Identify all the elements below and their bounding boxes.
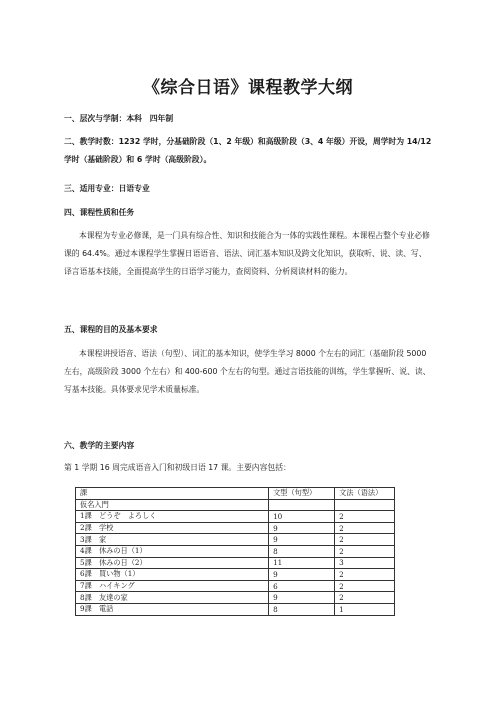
table-header-grammar: 文法（语法） xyxy=(335,488,395,500)
table-row xyxy=(76,511,395,523)
table-row xyxy=(76,522,395,534)
table-row xyxy=(76,569,395,581)
lesson-cell: 6課 買い物（1） xyxy=(76,569,269,581)
lesson-cell: 7課 ハイキング xyxy=(76,580,269,592)
grammar-cell xyxy=(335,499,395,511)
table-row xyxy=(76,534,395,546)
grammar-cell: 2 xyxy=(335,534,395,546)
section-goals-body: 本课程讲授语音、语法（句型）、词汇的基本知识，使学生学习 8000 个左右的词汇（基础阶段 5000 左右，高级阶段 3000 个左右）和 400-600 个左右的句型。通过言语技能的训练，学生掌握听、说、读、写基本技能。具体要求见学术质量标准。 xyxy=(64,349,431,394)
table-header-patterns: 文型（句型） xyxy=(269,488,335,500)
section-major: 三、适用专业：日语专业 xyxy=(64,184,150,193)
table-header-row xyxy=(76,488,395,500)
table-row xyxy=(76,545,395,557)
patterns-cell: 8 xyxy=(269,603,335,615)
section-nature-body: 本课程为专业必修课，是一门具有综合性、知识和技能合为一体的实践性课程。本课程占整个专业必修课的 64.4%。通过本课程学生掌握日语语音、语法、词汇基本知识及跨文化知识，获取听、说、读、写、译言语基本技能，全面提高学生的日语学习能力，查阅资料、分析阅读材料的能力。 xyxy=(64,231,430,276)
lesson-cell: 3課 家 xyxy=(76,534,269,546)
table-row xyxy=(76,580,395,592)
patterns-cell: 8 xyxy=(269,545,335,557)
grammar-cell: 1 xyxy=(335,603,395,615)
patterns-cell: 9 xyxy=(269,569,335,581)
section-level: 一、层次与学制：本科 四年制 xyxy=(64,114,174,123)
grammar-cell: 2 xyxy=(335,580,395,592)
patterns-cell: 6 xyxy=(269,580,335,592)
lesson-cell: 1課 どうぞ よろしく xyxy=(76,511,269,523)
grammar-cell: 2 xyxy=(335,511,395,523)
lesson-cell: 8課 友達の家 xyxy=(76,592,269,604)
table-row xyxy=(76,603,395,615)
table-header-lesson: 課 xyxy=(76,488,269,500)
lesson-cell: 9課 電話 xyxy=(76,603,269,615)
lesson-cell: 5課 休みの日（2） xyxy=(76,557,269,569)
section-nature-heading: 四、课程性质和任务 xyxy=(64,208,135,217)
section-content-intro: 第 1 学期 16 周完成语音入门和初级日语 17 课。主要内容包括： xyxy=(64,463,291,472)
grammar-cell: 2 xyxy=(335,569,395,581)
patterns-cell: 9 xyxy=(269,522,335,534)
grammar-cell: 2 xyxy=(335,592,395,604)
patterns-cell: 11 xyxy=(269,557,335,569)
patterns-cell: 10 xyxy=(269,511,335,523)
table-row xyxy=(76,557,395,569)
section-hours-text: 二、教学时数：1232 学时，分基础阶段（1、2 年级）和高级阶段（3、4 年级）开设，周学时为 14/12 学时（基础阶段）和 6 学时（高级阶段）。 xyxy=(64,137,432,164)
grammar-cell: 2 xyxy=(335,522,395,534)
table-row xyxy=(76,592,395,604)
lesson-cell: 仮名入門 xyxy=(76,499,269,511)
table-row xyxy=(76,499,395,511)
section-goals-heading: 五、课程的目的及基本要求 xyxy=(64,325,158,334)
grammar-cell: 2 xyxy=(335,545,395,557)
patterns-cell: 9 xyxy=(269,534,335,546)
patterns-cell xyxy=(269,499,335,511)
lesson-cell: 4課 休みの日（1） xyxy=(76,545,269,557)
lesson-cell: 2課 学校 xyxy=(76,522,269,534)
lesson-table xyxy=(75,487,395,616)
section-hours xyxy=(64,133,434,169)
section-content-heading: 六、教学的主要内容 xyxy=(64,441,135,450)
document-title: 《综合日语》课程教学大纲 xyxy=(143,78,353,98)
grammar-cell: 3 xyxy=(335,557,395,569)
patterns-cell: 9 xyxy=(269,592,335,604)
